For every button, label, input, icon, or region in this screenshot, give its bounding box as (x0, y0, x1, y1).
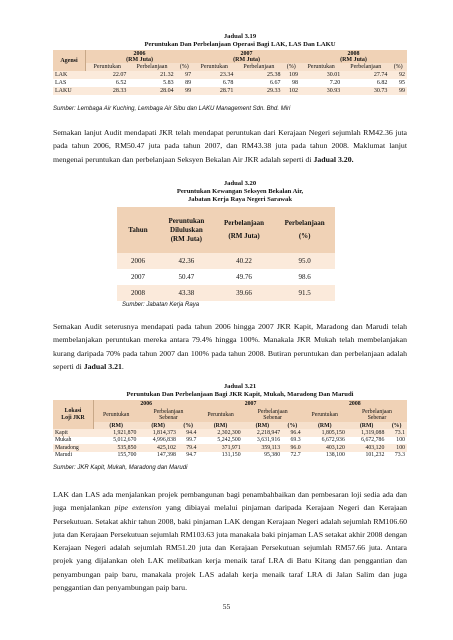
column-header-perbelanjaan: Perbelanjaan (350, 64, 382, 70)
cell: Marudi (55, 452, 73, 459)
cell: 100 (396, 444, 405, 451)
column-header-year: 2007 (244, 400, 257, 407)
table-row (53, 452, 407, 460)
cell: 403,120 (326, 444, 345, 451)
cell: 2,218,947 (256, 429, 281, 436)
cell: Maradong (55, 444, 79, 451)
table-row (53, 87, 407, 95)
table-source: Sumber: Lembaga Air Kuching, Lembaga Air Sibu dan LAKU Management Sdn. Bhd. Miri (53, 106, 291, 112)
unit-header: (RM) (151, 422, 165, 429)
cell: 5,242,500 (217, 437, 241, 444)
cell: 109 (288, 72, 298, 78)
table-row (53, 429, 407, 437)
cell: 49.76 (236, 273, 252, 281)
cell: 96.4 (290, 429, 301, 436)
table-reference: Jadual 3.20. (313, 154, 354, 164)
cell: 39.66 (236, 289, 252, 297)
column-header-peruntukan: Peruntukan (200, 64, 228, 70)
column-header-year: 2007 (RM Juta) (233, 51, 260, 63)
table-row (53, 437, 407, 445)
cell: 101,232 (365, 452, 385, 459)
column-header-peruntukan: Peruntukan (307, 64, 335, 70)
unit-header: (RM) (109, 422, 123, 429)
table-3-19 (53, 50, 407, 95)
cell: 1,319,088 (361, 429, 385, 436)
cell: 30.73 (373, 88, 388, 94)
cell: 25.38 (266, 72, 281, 78)
unit-header: (%) (183, 422, 193, 429)
cell: 1,805,150 (321, 429, 345, 436)
unit-header: (RM) (359, 422, 374, 429)
cell: 97 (185, 72, 192, 78)
cell: 91.5 (298, 289, 311, 297)
cell: 73.3 (394, 452, 405, 459)
cell: 42.36 (178, 257, 195, 265)
cell: 79.4 (186, 444, 197, 451)
cell: Mukah (55, 437, 72, 444)
cell: 6.78 (222, 80, 234, 86)
column-header-peruntukan: Peruntukan (207, 411, 234, 418)
cell: 30.93 (326, 88, 341, 94)
cell: 89 (185, 80, 192, 86)
cell: LAKU (55, 88, 72, 94)
table-number: Jadual 3.20 (223, 180, 257, 187)
column-header-perbelanjaan: Perbelanjaan (RM Juta) (224, 219, 265, 240)
cell: 2,302,300 (217, 429, 241, 436)
column-header-perbelanjaan: Perbelanjaan (243, 64, 275, 70)
column-header-year: 2008 (RM Juta) (340, 51, 367, 63)
table-reference: Jadual 3.21 (83, 361, 122, 371)
cell: 359,113 (261, 444, 281, 451)
cell: 1,921,870 (113, 429, 137, 436)
cell: 5.83 (163, 80, 174, 86)
table-3-21-title (50, 383, 430, 399)
cell: 69.3 (290, 437, 301, 444)
column-header-percent: (%) (393, 64, 403, 70)
cell: 95,380 (264, 452, 281, 459)
cell: 2006 (131, 257, 145, 265)
table-row (53, 79, 407, 87)
table-3-20-title (60, 180, 420, 204)
column-header-perbelanjaan-sebenar: Perbelanjaan Sebenar (257, 408, 288, 421)
cell: 73.1 (394, 429, 405, 436)
table-3-19-title (60, 33, 420, 49)
column-header-peruntukan: Peruntukan (102, 411, 130, 418)
cell: 3,631,916 (256, 437, 281, 444)
table-source: Sumber: JKR Kapit, Mukah, Maradong dan Marudi (53, 465, 188, 471)
table-3-20 (117, 207, 335, 301)
cell: 22.07 (112, 72, 127, 78)
column-header-lokasi: Lokasi Loji JKR (53, 400, 93, 429)
paragraph: Semakan Audit seterusnya mendapati pada tahun 2006 hingga 2007 JKR Kapit, Maradong dan Marudi telah membelanjakan peruntukan mereka antara 79.4% hingga 100%. Manakala JKR Mukah telah membelanjakan kurang daripada 70% pada tahun 2007 dan 100% pada tahun 2008. Butiran peruntukan dan perbelanjaan adalah seperti di Jadual 3.21. (53, 322, 407, 371)
cell: 2007 (131, 273, 145, 281)
paragraph: Semakan lanjut Audit mendapati JKR telah mendapat peruntukan dari Kerajaan Negeri sejumlah RM42.36 juta pada tahun 2006, RM50.47 juta pada tahun 2007, dan RM43.38 juta pada tahun 2008. Maklumat lanjut mengenai peruntukan dan perbelanjaan Seksyen Bekalan Air JKR adalah seperti di Jadual 3.20. (53, 128, 407, 164)
cell: 29.33 (266, 88, 281, 94)
unit-header: (%) (391, 422, 402, 429)
cell: 95 (399, 80, 405, 86)
cell: 99 (185, 88, 192, 94)
cell: 425,102 (157, 444, 176, 451)
column-header-percent: (%) (286, 64, 296, 70)
unit-header: (%) (287, 422, 298, 429)
cell: 94.4 (186, 429, 197, 436)
table-caption: Jabatan Kerja Raya Negeri Sarawak (187, 196, 293, 203)
cell: 6.52 (115, 80, 127, 86)
cell: 102 (288, 88, 298, 94)
table-row (53, 71, 407, 79)
cell: LAS (55, 80, 67, 86)
cell: 28.71 (219, 88, 234, 94)
column-header-tahun: Tahun (128, 226, 148, 234)
table-row (117, 253, 335, 269)
cell: 50.47 (178, 273, 195, 281)
cell: 5,012,670 (113, 437, 137, 444)
table-caption: Peruntukan Kewangan Seksyen Bekalan Air, (176, 188, 304, 195)
table-number: Jadual 3.19 (223, 33, 257, 40)
cell: 96.0 (290, 444, 301, 451)
column-header-percent: (%) (179, 64, 189, 70)
cell: 98 (291, 80, 298, 86)
cell: 94.7 (186, 452, 197, 459)
cell: 28.04 (160, 88, 174, 94)
column-header-perbelanjaan-pct: Perbelanjaan (%) (284, 219, 325, 240)
paragraph: LAK dan LAS ada menjalankan projek pembangunan bagi penambahbaikan dan pembesaran loji sedia ada dan juga menjalankan pipe extension yang dibiayai melalui pinjaman daripada Kerajaan Negeri dan Kerajaan Persekutuan. Setakat akhir tahun 2008, baki pinjaman LAK dengan Kerajaan Negeri adalah sejumlah RM106.60 juta dan Kerajaan Persekutuan sejumlah RM103.63 juta manakala baki pinjaman LAS setakat akhir 2008 dengan Kerajaan Negeri adalah sejumlah RM51.20 juta dan Kerajaan Persekutuan sejumlah RM57.66 juta. Antara projek yang dijalankan oleh LAK melibatkan kerja menaik taraf LRA di Batu Kitang dan penggantian dan penyambungan paip baru, manakala projek LAS adalah kerja menaik taraf LRA di Jalan Salim dan juga penggantian dan penyambungan paip baru. (53, 490, 408, 593)
cell: 28.33 (112, 88, 127, 94)
cell: 92 (399, 72, 405, 78)
column-header-peruntukan: Peruntukan (93, 64, 121, 70)
page-number: 55 (222, 602, 231, 611)
cell: 403,120 (365, 444, 385, 451)
column-header-year: 2006 (140, 400, 152, 407)
table-row (53, 444, 407, 452)
column-header-year: 2006 (RM Juta) (126, 51, 153, 63)
cell: 138,100 (326, 452, 345, 459)
cell: 371,971 (221, 444, 241, 451)
cell: 99 (399, 88, 405, 94)
table-number: Jadual 3.21 (223, 383, 257, 390)
cell: 4,996,838 (152, 437, 176, 444)
cell: 21.32 (160, 72, 174, 78)
cell: 147,398 (157, 452, 176, 459)
cell: LAK (55, 72, 68, 78)
column-header-perbelanjaan-sebenar: Perbelanjaan Sebenar (361, 408, 392, 421)
cell: 100 (396, 437, 405, 444)
column-header-agensi: Agensi (53, 50, 86, 71)
column-header-year: 2008 (349, 400, 361, 407)
cell: 23.34 (219, 72, 234, 78)
cell: 72.7 (290, 452, 301, 459)
cell: 1,814,373 (152, 429, 176, 436)
cell: 43.38 (178, 289, 195, 297)
cell: 40.22 (236, 257, 252, 265)
cell: 99.7 (186, 437, 197, 444)
cell: Kapit (55, 429, 68, 436)
cell: 30.01 (326, 72, 341, 78)
cell: 535,850 (117, 444, 137, 451)
cell: 98.6 (298, 273, 311, 281)
table-caption: Peruntukan Dan Perbelanjaan Operasi Bagi LAK, LAS Dan LAKU (144, 41, 336, 48)
unit-header: (RM) (213, 422, 228, 429)
table-source: Sumber: Jabatan Kerja Raya (122, 302, 200, 308)
emphasis: pipe extension (114, 503, 162, 513)
column-header-perbelanjaan-sebenar: Perbelanjaan Sebenar (153, 408, 184, 421)
unit-header: (RM) (255, 422, 270, 429)
cell: 95.0 (298, 257, 311, 265)
cell: 155,700 (117, 452, 137, 459)
cell: 7.20 (329, 80, 341, 86)
cell: 2008 (131, 289, 145, 297)
cell: 6.82 (376, 80, 388, 86)
cell: 131,150 (221, 452, 241, 459)
table-caption: Peruntukan Dan Perbelanjaan Bagi JKR Kapit, Mukah, Maradong Dan Marudi (126, 391, 354, 398)
cell: 6,672,786 (361, 437, 385, 444)
column-header-perbelanjaan: Perbelanjaan (136, 64, 168, 70)
cell: 6,672,936 (321, 437, 345, 444)
unit-header: (RM) (317, 422, 332, 429)
column-header-peruntukan: Peruntukan (311, 411, 338, 418)
table-3-21 (53, 400, 407, 459)
table-row (117, 285, 335, 301)
table-row (117, 269, 335, 285)
column-header-peruntukan: Peruntukan Diluluskan (RM Juta) (168, 216, 205, 243)
cell: 6.67 (269, 80, 281, 86)
cell: 27.74 (373, 72, 388, 78)
